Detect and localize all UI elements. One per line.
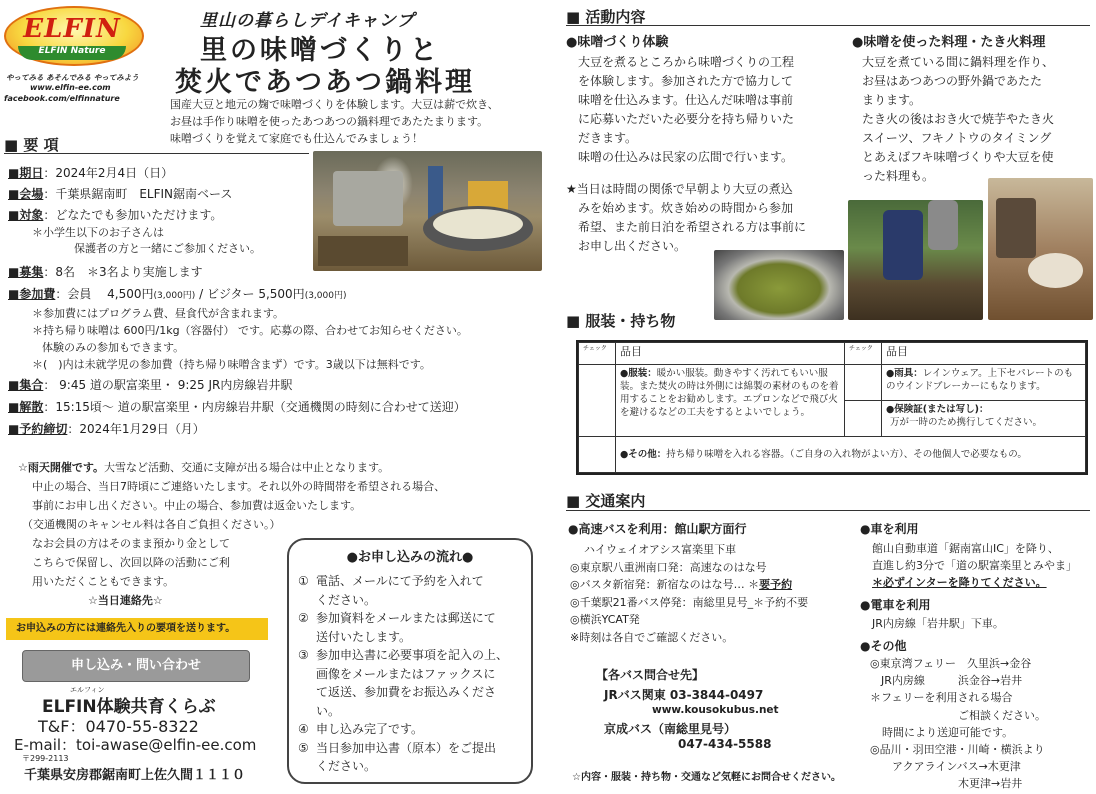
step-text: い。	[316, 703, 341, 718]
other-line: ご相談ください。	[870, 708, 1046, 722]
insurance-text: 万が一時のため携行してください。	[890, 417, 1043, 428]
venue-label: ■会場	[8, 187, 44, 201]
divider	[566, 25, 1090, 26]
bus-details	[570, 541, 850, 646]
bus-line: ◎横浜YCAT発	[570, 613, 640, 626]
note-line: お申し出ください。	[578, 239, 687, 253]
bus-line: ◎千葉駅21番バス停発：南総里見号_＊予約不要	[570, 595, 809, 609]
clothing-item-title: ●服装：	[620, 368, 657, 379]
check-header: チェック	[579, 343, 616, 365]
logo-sub: ELFIN Nature	[38, 46, 106, 56]
note-line: みを始めます。炊き始めの時間から参加	[578, 201, 794, 215]
rain-line: 事前にお申し出ください。中止の場合、参加費は返金いたします。	[32, 499, 362, 512]
youkou-list	[8, 164, 548, 440]
cooking-title: ●味噌を使った料理・たき火料理	[852, 35, 1046, 50]
flow-title: ●お申し込みの流れ●	[346, 550, 474, 565]
keisei-bus-tel: 047-434-5588	[678, 737, 772, 751]
step-text: 参加申込書に必要事項を記入の上、	[316, 648, 509, 662]
intro-line: 国産大豆と地元の麹で味噌づくりを体験します。大豆は薪で炊き、	[170, 98, 499, 111]
other-transport-details	[870, 655, 1092, 793]
step-number: ③	[298, 648, 309, 662]
miso-line: 大豆を煮るところから味噌づくりの工程	[578, 55, 795, 69]
rain-line: （交通機関のキャンセル料は各自ご負担ください。）	[22, 518, 281, 531]
items-table	[576, 340, 1088, 475]
kitchen-photo	[988, 178, 1093, 320]
deadline-label: ■予約締切	[8, 422, 68, 436]
miso-line: 味噌を仕込みます。仕込んだ味噌は事前	[578, 93, 794, 107]
fee-label: ■参加費	[8, 287, 56, 301]
fee-child: (3,000円)	[304, 291, 347, 301]
target-value: ：どなたでも参加いただけます。	[43, 208, 223, 222]
keisei-bus-contact: 京成バス（南総里見号）	[604, 722, 737, 736]
other-item-text: 持ち帰り味噌を入れる容器。（ご自身の入れ物がよい方）、その他個人で必要なもの。	[666, 449, 1027, 460]
cooking-text	[862, 53, 1092, 186]
car-title: ●車を利用	[860, 522, 919, 536]
elfin-logo	[4, 6, 144, 66]
rain-gear-title: ●雨具：	[886, 368, 923, 379]
flow-step	[298, 572, 530, 609]
youkou-heading: ■ 要 項	[4, 136, 59, 154]
train-text: JR内房線「岩井駅」下車。	[872, 617, 1004, 630]
footer-note: ☆内容・服装・持ち物・交通など気軽にお問合せください。	[572, 772, 841, 783]
flow-step	[298, 609, 530, 646]
rain-line: 用いただくこともできます。	[32, 575, 175, 588]
flow-step	[298, 720, 530, 739]
step-number: ①	[298, 574, 309, 588]
cook-line: スイーツ、フキノトウのタイミング	[862, 131, 1052, 145]
rain-line: なお会員の方はそのまま預かり金として	[32, 537, 230, 550]
divider	[566, 510, 1090, 511]
note-line: ★当日は時間の関係で早朝より大豆の煮込	[566, 182, 793, 196]
car-warning: ＊必ずインターを降りてください。	[872, 576, 1047, 589]
other-transport-title: ●その他	[860, 639, 907, 653]
step-text: 当日参加申込書（原本）をご提出	[316, 740, 497, 755]
logo-brand: ELFIN	[23, 14, 121, 44]
clothing-heading: ■ 服装・持ち物	[566, 312, 676, 330]
intro	[170, 96, 550, 147]
clothing-item	[616, 365, 845, 437]
target-label: ■対象	[8, 208, 44, 222]
car-line: 直進し約3分で「道の駅富楽里とみやま」	[872, 559, 1077, 572]
jr-bus-contact: JRバス関東 03-3844-0497	[604, 688, 764, 702]
step-number: ④	[298, 722, 309, 736]
car-details	[872, 540, 1094, 591]
note-line: 希望、また前日泊を希望される方は事前に	[578, 220, 807, 234]
logo-tagline: やってみる あそんでみる やってみよう	[6, 73, 139, 82]
other-line: アクアラインバス→木更津	[870, 760, 1021, 774]
fee-note: 体験のみの参加もできます。	[42, 341, 185, 354]
other-item-title: ●その他：	[620, 449, 667, 460]
intro-line: お昼は手作り味噌を使ったあつあつの鍋料理であたたまります。	[170, 115, 489, 128]
yellow-note: お申込みの方には連絡先入りの要項を送ります。	[6, 618, 268, 640]
cook-line: とあえばフキ味噌づくりや大豆を使	[862, 150, 1054, 164]
contact-email[interactable]: E-mail：toi-awase@elfin-ee.com	[14, 736, 257, 754]
target-note: ＊小学生以下のお子さんは	[32, 226, 164, 239]
insurance-item	[882, 401, 1086, 437]
early-start-note	[566, 180, 846, 256]
capacity-label: ■募集	[8, 265, 44, 279]
cook-line: った料理も。	[862, 169, 935, 183]
bus-line: ※時刻は各自でご確認ください。	[570, 630, 734, 644]
rain-gear-item	[882, 365, 1086, 401]
fee-note: ＊参加費にはプログラム費、昼食代が含まれます。	[32, 307, 285, 320]
cook-line: 大豆を煮ている間に鍋料理を作り、	[862, 55, 1055, 69]
contact-address: 千葉県安房郡鋸南町上佐久間１１１０	[24, 768, 246, 783]
miso-line: に応募いただいた必要分を持ち帰りいた	[578, 112, 795, 126]
bus-line: ◎東京駅八重洲南口発：高速なのはな号	[570, 560, 767, 574]
field-photo	[848, 200, 983, 320]
step-text: 画像をメールまたはファックスに	[316, 666, 496, 681]
contact-button[interactable]: 申し込み・問い合わせ	[22, 650, 250, 682]
miso-title: ●味噌づくり体験	[566, 35, 669, 50]
flow-step	[298, 739, 530, 776]
rain-line: 中止の場合、当日7時頃にご連絡いたします。それ以外の時間帯を希望される場合、	[32, 480, 446, 493]
date-label: ■期日	[8, 166, 44, 180]
activity-heading: ■ 活動内容	[566, 8, 646, 26]
intro-line: 味噌づくりを覚えて家庭でも仕込んでみましょう！	[170, 132, 423, 145]
miso-line: 味噌の仕込みは民家の広間で行います。	[578, 150, 794, 164]
step-text: ください。	[316, 592, 377, 607]
fee-note: ＊持ち帰り味噌は 600円/1kg（容器付） です。応募の際、合わせてお知らせください。	[32, 324, 468, 337]
dismiss-value: ：15:15頃～ 道の駅富楽里・内房線岩井駅（交通機関の時刻に合わせて送迎）	[43, 400, 466, 414]
bus-title: ●高速バスを利用：館山駅方面行	[568, 522, 747, 536]
rain-gear-text: レインウェア。上下セパレートのものウインドブレーカーにもなります。	[886, 368, 1074, 392]
deadline-value: ：2024年1月29日（月）	[67, 422, 205, 436]
logo-facebook: facebook.com/elfinnature	[4, 94, 120, 103]
other-line: JR内房線 浜金谷→岩井	[870, 674, 1023, 688]
rain-line: こちらで保留し、次回以降の活動にご利	[32, 556, 230, 569]
reservation-required: 要予約	[759, 578, 793, 591]
contact-tel: T&F：0470-55-8322	[38, 717, 199, 736]
other-item	[616, 437, 1086, 473]
step-text: て返送、参加費をお振込みくださ	[316, 685, 497, 699]
miso-bowl-photo	[714, 250, 844, 320]
miso-line: を体験します。参加された方で協力して	[578, 74, 794, 88]
rain-title-rest: 大雪など活動、交通に支障が出る場合は中止となります。	[103, 461, 390, 474]
date-value: ：2024年2月4日（日）	[43, 166, 174, 180]
fee-value: ：会員 4,500円	[55, 287, 154, 301]
clothing-item-text: 暖かい服装。動きやすく汚れてもいい服装。また焚火の時は外側には綿製の素材のものを着用することをお勧めします。エプロンなどで飛び火を避けるなどの工夫をするとよいでしょう。	[620, 368, 839, 418]
car-line: 館山自動車道「鋸南富山IC」を降り、	[872, 542, 1059, 555]
meet-value: ： 9:45 道の駅富楽里・ 9:25 JR内房線岩井駅	[43, 378, 293, 392]
fee-note: ＊( )内は未就学児の参加費（持ち帰り味噌含まず）です。3歳以下は無料です。	[32, 358, 431, 371]
cook-line: たき火の後はおき火で焼芋やたき火	[862, 112, 1055, 126]
flow-steps	[298, 572, 530, 776]
item-header: 品目	[616, 343, 845, 365]
other-line: 時間により送迎可能です。	[882, 725, 1014, 739]
checkbox-cell[interactable]	[579, 365, 616, 437]
capacity-value: ：8名 ＊3名より実施します	[43, 265, 203, 279]
bus-inquiry-title: 【各バス問合せ先】	[596, 668, 705, 682]
step-text: 参加資料をメールまたは郵送にて	[316, 611, 496, 625]
jr-bus-url[interactable]: www.kousokubus.net	[652, 704, 779, 716]
cook-line: お昼はあつあつの野外鍋であたた	[862, 74, 1043, 88]
step-text: 申し込み完了です。	[316, 722, 424, 736]
step-number: ⑤	[298, 740, 309, 755]
step-text: 送付いたします。	[316, 629, 412, 644]
other-line: ◎東京湾フェリー 久里浜→金谷	[870, 657, 1032, 670]
fee-visitor: / ビジター 5,500円	[195, 287, 305, 301]
other-line: ＊フェリーを利用される場合	[870, 691, 1013, 705]
org-name: ELFIN体験共育くらぶ	[42, 697, 216, 717]
step-text: ください。	[316, 759, 377, 773]
step-text: 電話、メールにて予約を入れて	[316, 574, 484, 588]
cook-line: まります。	[862, 93, 922, 107]
rain-title: ☆雨天開催です。	[18, 461, 104, 474]
other-line: 木更津→岩井	[870, 777, 1023, 791]
checkbox-cell[interactable]	[579, 437, 616, 473]
transport-heading: ■ 交通案内	[566, 492, 646, 510]
train-title: ●電車を利用	[860, 598, 931, 612]
miso-line: だきます。	[578, 131, 638, 145]
today-contact-title: ☆当日連絡先☆	[88, 594, 163, 607]
miso-text	[578, 53, 848, 167]
check-header: チェック	[845, 343, 882, 365]
meet-label: ■集合	[8, 378, 44, 392]
contact-zip: 〒299-2113	[22, 754, 69, 763]
checkbox-cell[interactable]	[845, 401, 882, 437]
title-line1: 里の味噌づくりと	[200, 35, 440, 66]
target-note: 保護者の方と一緒にご参加ください。	[74, 242, 261, 255]
title-line2: 焚火であつあつ鍋料理	[175, 67, 475, 98]
checkbox-cell[interactable]	[845, 365, 882, 401]
title-kicker: 里山の暮らしデイキャンプ	[200, 11, 415, 31]
fee-child: (3,000円)	[153, 291, 196, 301]
org-ruby: エルフィン	[70, 686, 105, 694]
venue-value: ：千葉県鋸南町 ELFIN鋸南ベース	[43, 187, 233, 201]
bus-line: ◎バスタ新宿発：新宿なのはな号… ＊	[570, 578, 760, 591]
dismiss-label: ■解散	[8, 400, 44, 414]
item-header: 品目	[882, 343, 1086, 365]
divider	[4, 153, 309, 154]
bus-line: ハイウェイオアシス富楽里下車	[584, 543, 737, 556]
insurance-title: ●保険証(または写し)：	[886, 404, 989, 415]
flow-step	[298, 646, 530, 720]
logo-url: www.elfin-ee.com	[30, 83, 111, 92]
step-number: ②	[298, 611, 309, 625]
other-line: ◎品川・羽田空港・川崎・横浜より	[870, 743, 1045, 757]
